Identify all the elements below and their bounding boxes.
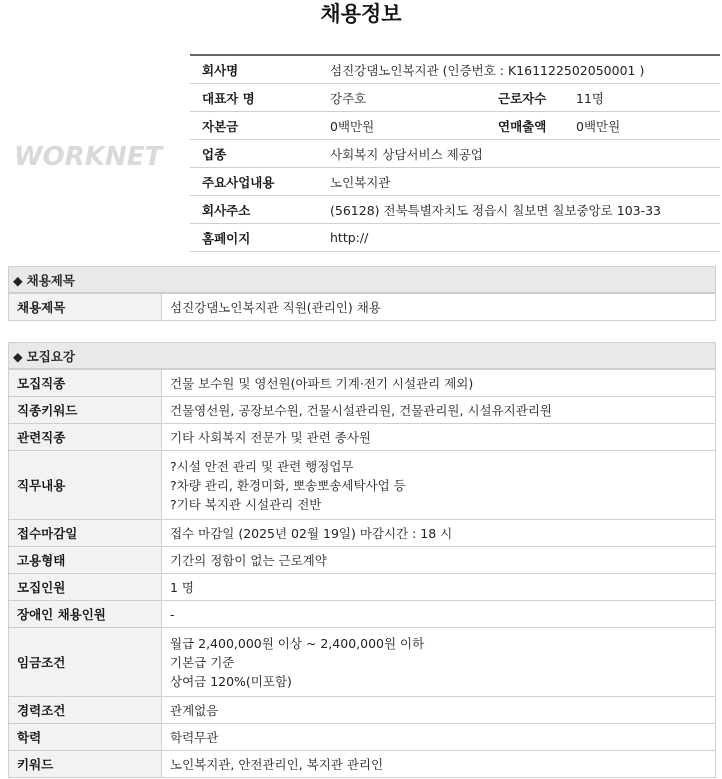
requirements-table [8, 369, 716, 778]
requirement-line: 기타 사회복지 전문가 및 관련 종사원 [170, 429, 371, 445]
recruit-title-section [8, 266, 716, 321]
requirement-line: 월급 2,400,000원 이상 ~ 2,400,000원 이하 [170, 635, 425, 651]
workers-value: 11명 [564, 84, 720, 112]
requirement-value [162, 451, 716, 520]
requirement-row [9, 697, 716, 724]
business-label: 주요사업내용 [190, 168, 318, 196]
requirement-value [162, 628, 716, 697]
capital-label: 자본금 [190, 112, 318, 140]
company-info-table [190, 54, 720, 252]
requirement-value [162, 724, 716, 751]
requirement-value [162, 751, 716, 778]
requirement-line: - [170, 606, 175, 622]
requirement-label: 키워드 [9, 751, 162, 778]
requirement-label: 직종키워드 [9, 397, 162, 424]
requirement-value [162, 520, 716, 547]
industry-value: 사회복지 상담서비스 제공업 [318, 140, 720, 168]
requirement-line: 접수 마감일 (2025년 02월 19일) 마감시간 : 18 시 [170, 525, 453, 541]
logo-text: WORKNET [14, 142, 163, 172]
requirement-value [162, 424, 716, 451]
requirement-value [162, 697, 716, 724]
requirement-row [9, 601, 716, 628]
requirement-label: 관련직종 [9, 424, 162, 451]
company-row-homepage [190, 224, 720, 252]
recruit-title-table [8, 293, 716, 321]
worknet-logo [12, 137, 170, 173]
requirement-value [162, 601, 716, 628]
requirement-value [162, 574, 716, 601]
requirement-line: 건물 보수원 및 영선원(아파트 기계·전기 시설관리 제외) [170, 375, 474, 391]
requirement-row [9, 370, 716, 397]
company-name-label: 회사명 [190, 55, 318, 84]
requirement-label: 학력 [9, 724, 162, 751]
address-label: 회사주소 [190, 196, 318, 224]
homepage-label: 홈페이지 [190, 224, 318, 252]
recruit-title-row [9, 294, 716, 321]
company-row-name [190, 55, 720, 84]
requirements-section [8, 342, 716, 778]
requirement-line: ?시설 안전 관리 및 관련 행정업무 [170, 458, 354, 474]
company-row-address [190, 196, 720, 224]
sales-label: 연매출액 [486, 112, 564, 140]
requirement-row [9, 424, 716, 451]
requirement-row [9, 547, 716, 574]
requirement-line: 상여금 120%(미포함) [170, 673, 292, 689]
requirement-line: 건물영선원, 공장보수원, 건물시설관리원, 건물관리원, 시설유지관리원 [170, 402, 552, 418]
company-name-value: 섬진강댐노인복지관 (인증번호 : K161122502050001 ) [318, 55, 720, 84]
company-row-industry [190, 140, 720, 168]
requirement-row [9, 751, 716, 778]
company-row-capital [190, 112, 720, 140]
company-row-ceo [190, 84, 720, 112]
requirement-line: 학력무관 [170, 729, 219, 745]
requirement-row [9, 574, 716, 601]
requirement-line: 기본급 기준 [170, 654, 235, 670]
requirements-heading-text: 모집요강 [26, 349, 75, 364]
recruit-title-value: 섬진강댐노인복지관 직원(관리인) 채용 [162, 294, 716, 321]
business-value: 노인복지관 [318, 168, 720, 196]
requirement-row [9, 628, 716, 697]
ceo-label: 대표자 명 [190, 84, 318, 112]
address-value: (56128) 전북특별자치도 정읍시 칠보면 칠보중앙로 103-33 [318, 196, 720, 224]
recruit-title-label: 채용제목 [9, 294, 162, 321]
diamond-icon: ◆ [13, 349, 23, 364]
requirement-line: 노인복지관, 안전관리인, 복지관 관리인 [170, 756, 384, 772]
requirement-row [9, 724, 716, 751]
sales-value: 0백만원 [564, 112, 720, 140]
requirement-label: 고용형태 [9, 547, 162, 574]
recruit-title-heading [8, 266, 716, 293]
requirement-label: 모집직종 [9, 370, 162, 397]
page-title: 채용정보 [320, 2, 402, 26]
requirement-line: ?차량 관리, 환경미화, 뽀송뽀송세탁사업 등 [170, 477, 406, 493]
recruit-title-heading-text: 채용제목 [26, 273, 75, 288]
industry-label: 업종 [190, 140, 318, 168]
requirement-label: 접수마감일 [9, 520, 162, 547]
requirement-line: ?기타 복지관 시설관리 전반 [170, 496, 322, 512]
requirement-label: 경력조건 [9, 697, 162, 724]
requirement-row [9, 451, 716, 520]
requirement-value [162, 370, 716, 397]
diamond-icon: ◆ [13, 273, 23, 288]
requirement-row [9, 520, 716, 547]
requirement-line: 관계없음 [170, 702, 219, 718]
workers-label: 근로자수 [486, 84, 564, 112]
requirement-line: 기간의 정함이 없는 근로계약 [170, 552, 327, 568]
requirements-heading [8, 342, 716, 369]
requirement-value [162, 547, 716, 574]
requirement-row [9, 397, 716, 424]
capital-value: 0백만원 [318, 112, 486, 140]
homepage-link[interactable]: http:// [318, 224, 720, 252]
requirement-line: 1 명 [170, 579, 195, 595]
company-row-business [190, 168, 720, 196]
requirement-label: 장애인 채용인원 [9, 601, 162, 628]
requirement-label: 임금조건 [9, 628, 162, 697]
requirement-label: 직무내용 [9, 451, 162, 520]
requirement-label: 모집인원 [9, 574, 162, 601]
requirement-value [162, 397, 716, 424]
ceo-value: 강주호 [318, 84, 486, 112]
